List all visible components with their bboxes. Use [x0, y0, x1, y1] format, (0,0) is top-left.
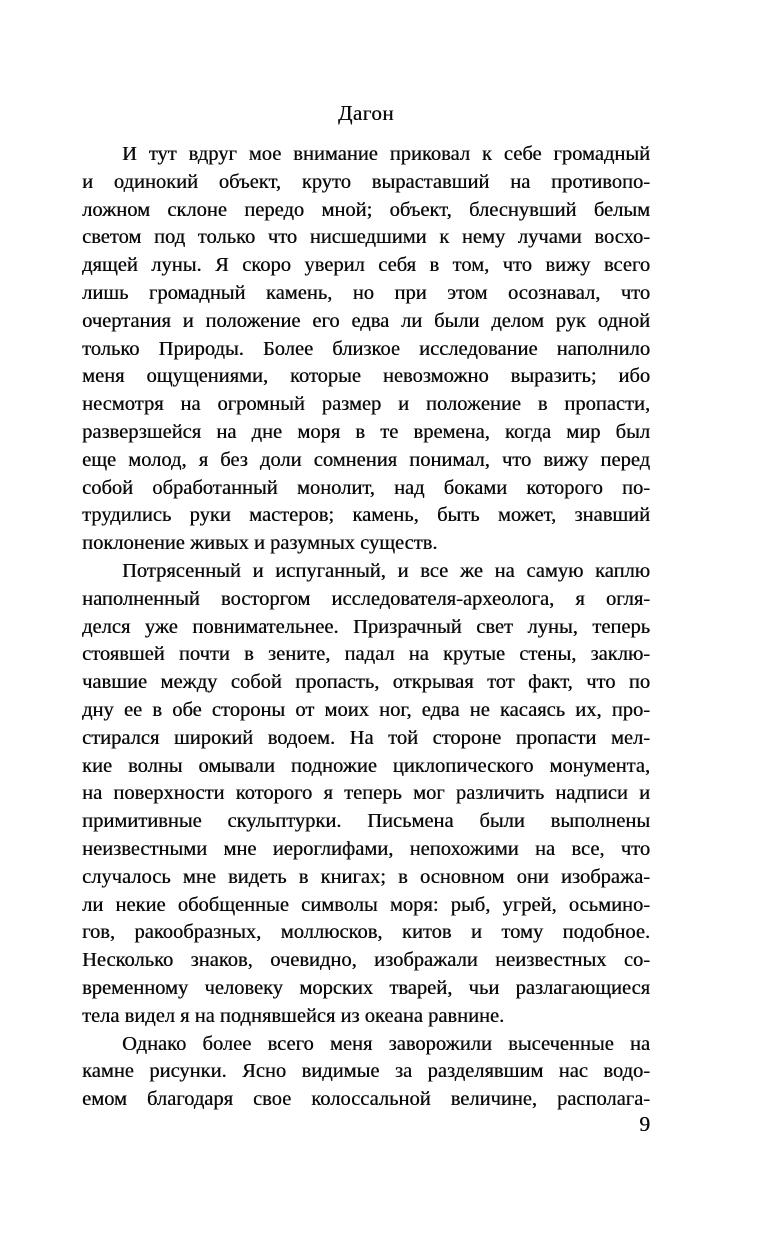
text-line: примитивные скульптурки. Письмена были выполнены — [82, 810, 650, 833]
text-line: очертания и положение его едва ли были делом рук одной — [82, 309, 650, 332]
text-line: ложном склоне передо мной; объект, блеснувший белым — [82, 198, 650, 221]
text-line: поклонение живых и разумных существ. — [82, 532, 438, 555]
text-line: на поверхности которого я теперь мог различить надписи и — [82, 782, 650, 805]
text-line: тела видел я на поднявшейся из океана равнине. — [82, 1004, 505, 1027]
text-line: гов, ракообразных, моллюсков, китов и тому подобное. — [82, 921, 650, 944]
text-line: кие волны омывали подножие циклопического монумента, — [82, 754, 650, 777]
text-line: емом благодаря свое колоссальной величине, располага- — [82, 1088, 650, 1111]
text-line: ли некие обобщенные символы моря: рыб, угрей, осьмино- — [82, 893, 650, 916]
text-line: дну ее в обе стороны от моих ног, едва не касаясь их, про- — [82, 698, 650, 721]
text-line: И тут вдруг мое внимание приковал к себе громадный — [122, 143, 650, 165]
text-line: еще молод, я без доли сомнения понимал, что вижу перед — [82, 448, 650, 471]
text-line: делся уже повнимательнее. Призрачный свет луны, теперь — [82, 615, 650, 638]
text-line: неизвестными мне иероглифами, непохожими на все, что — [82, 837, 650, 860]
text-line: трудились руки мастеров; камень, быть может, знавший — [82, 504, 650, 527]
page-number: 9 — [639, 1112, 650, 1136]
text-line: стоявшей почти в зените, падал на крутые стены, заклю- — [82, 643, 650, 666]
text-line: временному человеку морских тварей, чьи разлагающиеся — [82, 976, 650, 999]
text-line: дящей луны. Я скоро уверил себя в том, что вижу всего — [82, 254, 650, 277]
text-line: меня ощущениями, которые невозможно выразить; ибо — [82, 365, 650, 388]
text-line: собой обработанный монолит, над боками которого по- — [82, 476, 650, 499]
text-line: только Природы. Более близкое исследование наполнило — [82, 337, 650, 360]
page-text — [82, 141, 650, 1114]
chapter-title: Дагон — [338, 101, 394, 125]
text-line: Потрясенный и испуганный, и все же на самую каплю — [122, 559, 650, 582]
text-line: светом под только что нисшедшими к нему лучами восхо- — [82, 226, 650, 249]
text-line: случалось мне видеть в книгах; в основном они изобража- — [82, 865, 650, 888]
text-line: несмотря на огромный размер и положение в пропасти, — [82, 393, 650, 416]
text-line: Однако более всего меня заворожили высеченные на — [122, 1032, 650, 1055]
text-line: разверзшейся на дне моря в те времена, когда мир был — [82, 420, 650, 443]
text-line: и одинокий объект, круто выраставший на противопо- — [82, 170, 650, 193]
text-line: Несколько знаков, очевидно, изображали неизвестных со- — [82, 949, 650, 972]
text-line: чавшие между собой пропасть, открывая тот факт, что по — [82, 671, 650, 694]
text-line: камне рисунки. Ясно видимые за разделявшим нас водо- — [82, 1060, 650, 1083]
text-line: стирался широкий водоем. На той стороне пропасти мел- — [82, 726, 650, 749]
text-line: лишь громадный камень, но при этом осознавал, что — [82, 281, 650, 304]
text-line: наполненный восторгом исследователя-археолога, я огля- — [82, 587, 650, 610]
